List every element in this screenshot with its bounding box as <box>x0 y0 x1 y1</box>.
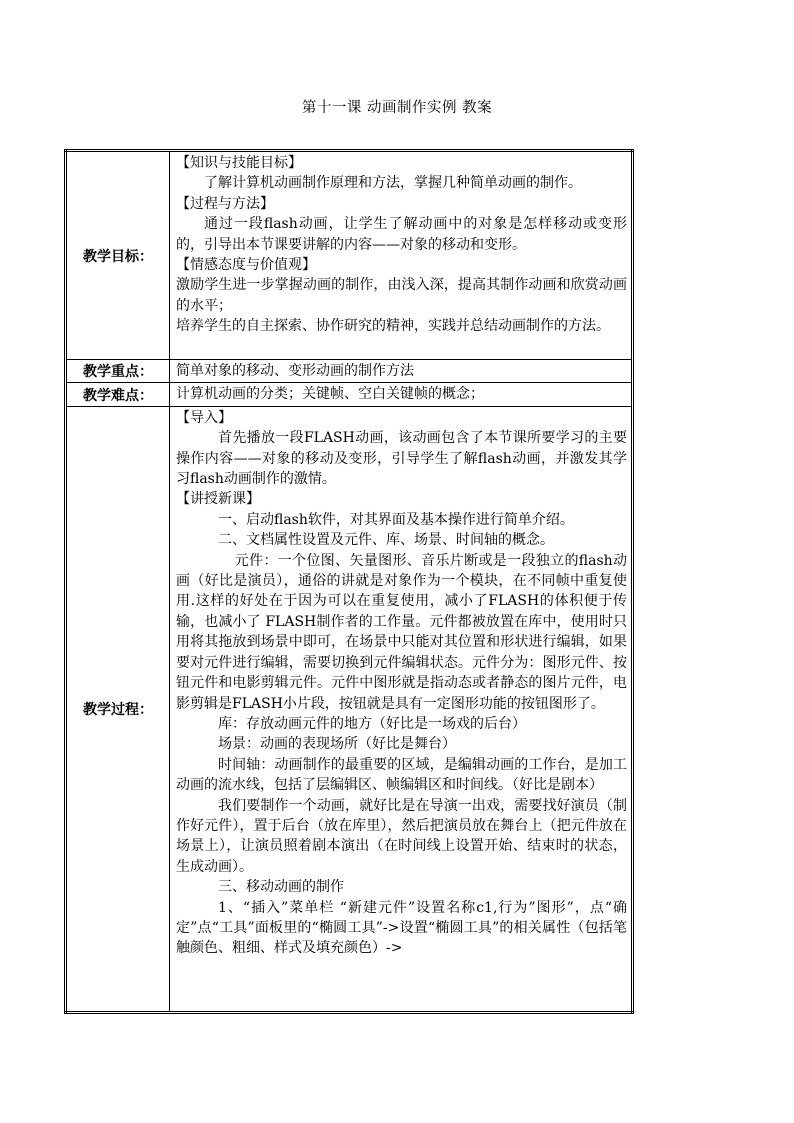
process-step-2: 二、文档属性设置及元件、库、场景、时间轴的概念。 <box>218 532 554 549</box>
process-scene-text: 场景：动画的表现场所（好比是舞台） <box>218 736 456 753</box>
teaching-process-content <box>170 406 633 1012</box>
goal-text-attitude-1: 激励学生进一步掌握动画的制作，由浅入深，提高其制作动画和欣赏动画的水平； <box>176 277 627 314</box>
goal-heading-attitude: 【情感态度与价值观】 <box>176 257 316 274</box>
teaching-focus-label: 教学重点： <box>66 360 170 383</box>
process-analogy-text: 我们要制作一个动画，就好比是在导演一出戏，需要找好演员（制作好元件），置于后台（放在库里），然后把演员放在舞台上（把元件放在场景上），让演员照着剧本演出（在时间线上设置开始、结束时的状态，生成动画）。 <box>176 797 627 875</box>
goal-text-attitude-2: 培养学生的自主探索、协作研究的精神，实践并总结动画制作的方法。 <box>176 318 610 335</box>
goal-heading-process: 【过程与方法】 <box>176 195 274 212</box>
teaching-process-row <box>66 406 633 1012</box>
teaching-goals-content <box>170 151 633 360</box>
process-library-text: 库：存放动画元件的地方（好比是一场戏的后台） <box>218 715 526 732</box>
goal-text-knowledge: 了解计算机动画制作原理和方法，掌握几种简单动画的制作。 <box>204 175 582 192</box>
teaching-difficulty-content: 计算机动画的分类；关键帧、空白关键帧的概念； <box>170 383 633 406</box>
process-timeline-text: 时间轴：动画制作的最重要的区域，是编辑动画的工作台，是加工动画的流水线，包括了层编辑区、帧编辑区和时间线。（好比是剧本） <box>176 756 627 794</box>
goal-text-process: 通过一段flash动画，让学生了解动画中的对象是怎样移动或变形的，引导出本节课要讲解的内容——对象的移动和变形。 <box>176 216 627 253</box>
teaching-focus-content: 简单对象的移动、变形动画的制作方法 <box>170 360 633 383</box>
teaching-goals-label: 教学目标： <box>66 151 170 360</box>
teaching-difficulty-label: 教学难点： <box>66 383 170 406</box>
process-symbol-text: 元件：一个位图、矢量图形、音乐片断或是一段独立的flash动画（好比是演员），通俗的讲就是对象作为一个模块，在不同帧中重复使用.这样的好处在于因为可以在重复使用，减小了FLASH的体积便于传输，也减小了 FLASH制作者的工作量。元件都被放置在库中，使用时只用将其拖放到场景中即可，在场景中只能对其位置和形状进行编辑，如果要对元件进行编辑，需要切换到元件编辑状态。元件分为：图形元件、按钮元件和电影剪辑元件。元件中图形就是指动态或者静态的图片元件，电影剪辑是FLASH小片段，按钮就是具有一定图形功能的按钮图形了。 <box>176 552 627 712</box>
teaching-goals-row <box>66 151 633 360</box>
process-step-3-1: 1、“插入”菜单栏 “新建元件”设置名称c1,行为”图形”，点“确定”点“工具”面板里的“椭圆工具”->设置“椭圆工具”的相关属性（包括笔触颜色、粗细、样式及填充颜色）-> <box>176 899 627 957</box>
process-step-3: 三、移动动画的制作 <box>218 879 344 896</box>
lesson-plan-table <box>64 149 634 1014</box>
page-title: 第十一课 动画制作实例 教案 <box>301 100 493 116</box>
teaching-difficulty-row <box>66 383 633 406</box>
process-text-intro: 首先播放一段FLASH动画，该动画包含了本节课所要学习的主要操作内容——对象的移动及变形，引导学生了解flash动画，并激发其学习flash动画制作的激情。 <box>176 430 627 488</box>
process-step-1: 一、启动flash软件，对其界面及基本操作进行简单介绍。 <box>218 511 574 528</box>
teaching-focus-row <box>66 360 633 383</box>
process-heading-intro: 【导入】 <box>176 409 232 426</box>
process-heading-new-lesson: 【讲授新课】 <box>176 491 260 508</box>
teaching-process-label: 教学过程： <box>66 406 170 1012</box>
goal-heading-knowledge: 【知识与技能目标】 <box>176 155 302 171</box>
